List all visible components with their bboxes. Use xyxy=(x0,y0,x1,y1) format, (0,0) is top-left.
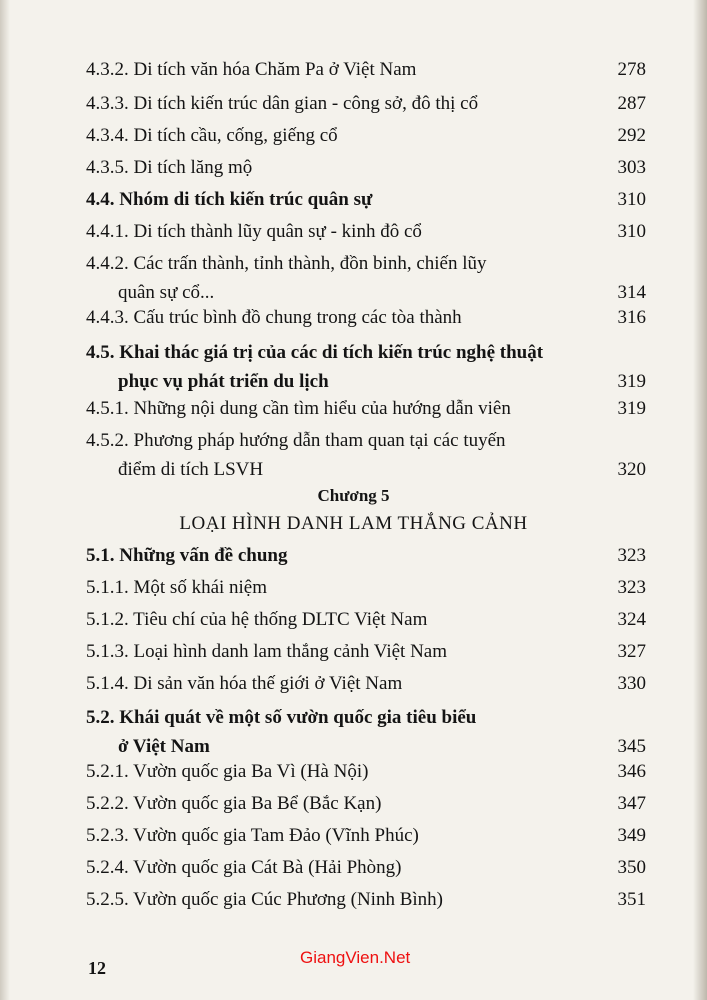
toc-entry xyxy=(86,573,646,602)
toc-entry-page: 319 xyxy=(617,398,646,419)
toc-entry-page: 330 xyxy=(617,673,646,694)
toc-entry-text: 5.2. Khái quát về một số vườn quốc gia tiêu biểu xyxy=(86,707,477,728)
toc-entry-text: 4.5.1. Những nội dung cần tìm hiểu của hướng dẫn viên xyxy=(86,398,511,419)
toc-entry xyxy=(86,153,646,182)
toc-entry-page: 292 xyxy=(617,125,646,146)
toc-entry xyxy=(86,669,646,698)
toc-entry-text: 4.3.2. Di tích văn hóa Chăm Pa ở Việt Nam xyxy=(86,59,417,80)
toc-entry-page: 323 xyxy=(617,577,646,598)
toc-entry xyxy=(86,789,646,818)
toc-entry xyxy=(86,853,646,882)
toc-entry-text: 5.1.3. Loại hình danh lam thắng cảnh Việt Nam xyxy=(86,641,448,662)
chapter-label: Chương 5 xyxy=(317,486,390,505)
toc-entry-page: 314 xyxy=(617,282,646,303)
toc-entry-page: 319 xyxy=(617,371,646,392)
toc-entry xyxy=(86,121,646,150)
toc-entry-page: 347 xyxy=(617,793,646,814)
toc-entry xyxy=(86,757,646,786)
toc-entry-page: 345 xyxy=(617,736,646,757)
toc-entry-text-continued: điểm di tích LSVH xyxy=(118,459,264,480)
toc-entry xyxy=(86,885,646,914)
toc-entry-page: 278 xyxy=(617,59,646,80)
toc-entry xyxy=(86,55,646,84)
toc-entry-page: 316 xyxy=(617,307,646,328)
toc-section-entry xyxy=(86,185,646,214)
toc-entry-text: 5.1.1. Một số khái niệm xyxy=(86,577,268,598)
toc-section-entry xyxy=(86,703,646,761)
toc-entry xyxy=(86,89,646,118)
toc-entry-text-continued: phục vụ phát triển du lịch xyxy=(118,371,329,392)
toc-entry-page: 303 xyxy=(617,157,646,178)
watermark-link[interactable]: GiangVien.Net xyxy=(300,948,411,967)
toc-entry-text: 5.2.2. Vườn quốc gia Ba Bể (Bắc Kạn) xyxy=(86,793,382,814)
toc-entry-page: 327 xyxy=(617,641,646,662)
toc-entry-text: 4.5.2. Phương pháp hướng dẫn tham quan tại các tuyến xyxy=(86,430,506,451)
toc-entry xyxy=(86,249,646,307)
toc-entry-text-continued: ở Việt Nam xyxy=(118,736,210,757)
toc-entry-text: 4.4.1. Di tích thành lũy quân sự - kinh đô cổ xyxy=(86,221,422,242)
toc-entry-text: 4.4.2. Các trấn thành, tỉnh thành, đồn binh, chiến lũy xyxy=(86,253,487,274)
toc-entry-text: 5.2.4. Vườn quốc gia Cát Bà (Hải Phòng) xyxy=(86,857,402,878)
toc-section-entry xyxy=(86,338,646,396)
toc-entry xyxy=(86,217,646,246)
toc-entry-page: 320 xyxy=(617,459,646,480)
toc-entry-text: 5.2.5. Vườn quốc gia Cúc Phương (Ninh Bình) xyxy=(86,889,443,910)
toc-entry-text: 4.4. Nhóm di tích kiến trúc quân sự xyxy=(86,189,373,210)
toc-entry-text: 5.1.4. Di sản văn hóa thế giới ở Việt Nam xyxy=(86,673,403,694)
toc-entry xyxy=(86,303,646,332)
page-number: 12 xyxy=(88,958,106,978)
chapter-title: LOẠI HÌNH DANH LAM THẮNG CẢNH xyxy=(179,513,528,534)
toc-entry-text: 4.3.4. Di tích cầu, cống, giếng cổ xyxy=(86,125,338,146)
toc-section-entry xyxy=(86,541,646,570)
toc-entry xyxy=(86,394,646,423)
toc-entry-page: 349 xyxy=(617,825,646,846)
toc-entry-page: 310 xyxy=(617,221,646,242)
toc-entry-text-continued: quân sự cổ... xyxy=(118,282,215,303)
toc-entry-text: 5.2.1. Vườn quốc gia Ba Vì (Hà Nội) xyxy=(86,761,369,782)
toc-entry xyxy=(86,821,646,850)
toc-entry-text: 5.2.3. Vườn quốc gia Tam Đảo (Vĩnh Phúc) xyxy=(86,825,419,846)
toc-entry-text: 5.1. Những vấn đề chung xyxy=(86,545,288,566)
toc-entry-page: 346 xyxy=(617,761,646,782)
toc-entry xyxy=(86,426,646,484)
toc-entry xyxy=(86,605,646,634)
toc-entry-page: 323 xyxy=(617,545,646,566)
toc-entry-text: 4.3.5. Di tích lăng mộ xyxy=(86,157,253,178)
toc-entry-page: 350 xyxy=(617,857,646,878)
toc-entry-page: 287 xyxy=(617,93,646,114)
toc-entry-page: 351 xyxy=(617,889,646,910)
toc-entry-text: 4.3.3. Di tích kiến trúc dân gian - công sở, đô thị cổ xyxy=(86,93,479,114)
toc-entry-page: 310 xyxy=(617,189,646,210)
toc-entry xyxy=(86,637,646,666)
toc-entry-text: 4.5. Khai thác giá trị của các di tích kiến trúc nghệ thuật xyxy=(86,342,544,363)
toc-entry-text: 4.4.3. Cấu trúc bình đồ chung trong các tòa thành xyxy=(86,307,462,328)
toc-entry-text: 5.1.2. Tiêu chí của hệ thống DLTC Việt Nam xyxy=(86,609,428,630)
toc-entry-page: 324 xyxy=(617,609,646,630)
